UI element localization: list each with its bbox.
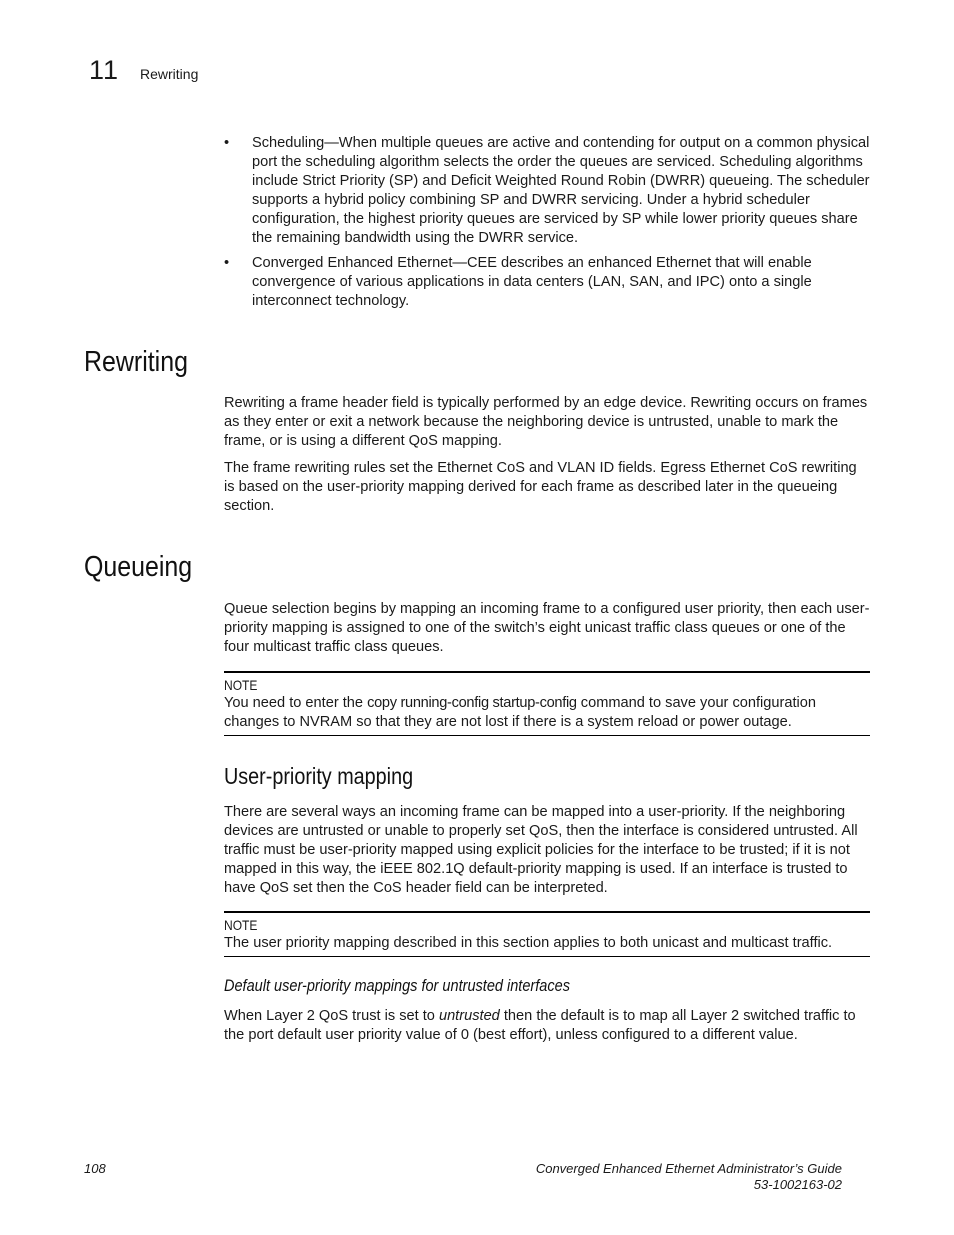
bullet-text-cee: Converged Enhanced Ethernet—CEE describes an enhanced Ethernet that will enable convergence of various applications in data centers (LAN, SAN, and IPC) onto a single interconnect technology. [252, 255, 812, 309]
default-mappings-paragraph [224, 1007, 870, 1045]
bullet-icon: • [224, 135, 230, 151]
list-item [224, 134, 874, 248]
rewriting-paragraph-1: Rewriting a frame header field is typically performed by an edge device. Rewriting occurs on frames as they enter or exit a network because the neighboring device is untrusted, unable to mark the frame, or is using a different QoS mapping. [224, 395, 868, 449]
chapter-number: 11 [89, 55, 120, 85]
note-label: NOTE [224, 677, 258, 693]
guide-title: Converged Enhanced Ethernet Administrator’s Guide [535, 1161, 842, 1176]
subsection-heading-user-priority: User-priority mapping [224, 763, 414, 789]
emphasis-text: untrusted [438, 1008, 500, 1024]
note-text [224, 694, 870, 735]
bullet-icon: • [224, 255, 230, 271]
page-number: 108 [84, 1161, 106, 1176]
list-item [224, 254, 874, 311]
note-box-user-priority [224, 911, 870, 957]
queueing-paragraph: Queue selection begins by mapping an incoming frame to a configured user priority, then each user-priority mapping is assigned to one of the switch’s eight unicast traffic class queues or one of the four multicast traffic class queues. [224, 601, 870, 655]
bullet-list [224, 134, 874, 317]
section-heading-rewriting: Rewriting [84, 346, 188, 378]
subsubsection-heading-default-mappings: Default user-priority mappings for untrusted interfaces [224, 977, 570, 995]
note-text-after: command to save your configuration changes to NVRAM so that they are not lost if there is a system reload or power outage. [224, 695, 817, 730]
rewriting-paragraph-2: The frame rewriting rules set the Ethernet CoS and VLAN ID fields. Egress Ethernet CoS rewriting is based on the user-priority mapping derived for each frame as described later in the queueing section. [224, 460, 857, 514]
footer-doc-info [536, 1161, 842, 1193]
doc-number: 53-1002163-02 [753, 1177, 842, 1192]
command-text: copy running-config startup-config [367, 695, 577, 711]
note-box-save-config [224, 671, 870, 736]
paragraph-text-before: When Layer 2 QoS trust is set to [224, 1008, 439, 1024]
section-heading-queueing: Queueing [84, 551, 193, 583]
note-text-before: You need to enter the [224, 695, 368, 711]
paragraph-text-after: then the default is to map all Layer 2 switched traffic to the port default user priority value of 0 (best effort), unless configured to a different value. [224, 1008, 856, 1043]
chapter-title: Rewriting [140, 66, 199, 82]
note-text: The user priority mapping described in this section applies to both unicast and multicast traffic. [224, 935, 833, 951]
bullet-text-scheduling: Scheduling—When multiple queues are active and contending for output on a common physical port the scheduling algorithm selects the order the queues are serviced. Scheduling algorithms include Strict Priority (SP) and Deficit Weighted Round Robin (DWRR) queueing. The scheduler supports a hybrid policy combining SP and DWRR servicing. Under a hybrid scheduler configuration, the highest priority queues are serviced by SP while lower priority queues share the remaining bandwidth using the DWRR service. [252, 135, 870, 246]
note-label: NOTE [224, 917, 258, 933]
user-priority-paragraph: There are several ways an incoming frame can be mapped into a user-priority. If the neighboring devices are untrusted or unable to properly set QoS, then the interface is considered untrusted. All traffic must be user-priority mapped using explicit policies for the interface to be trusted; if it is not mapped in this way, the iEEE 802.1Q default-priority mapping is used. If an interface is trusted to have QoS set then the CoS header field can be interpreted. [224, 804, 858, 896]
